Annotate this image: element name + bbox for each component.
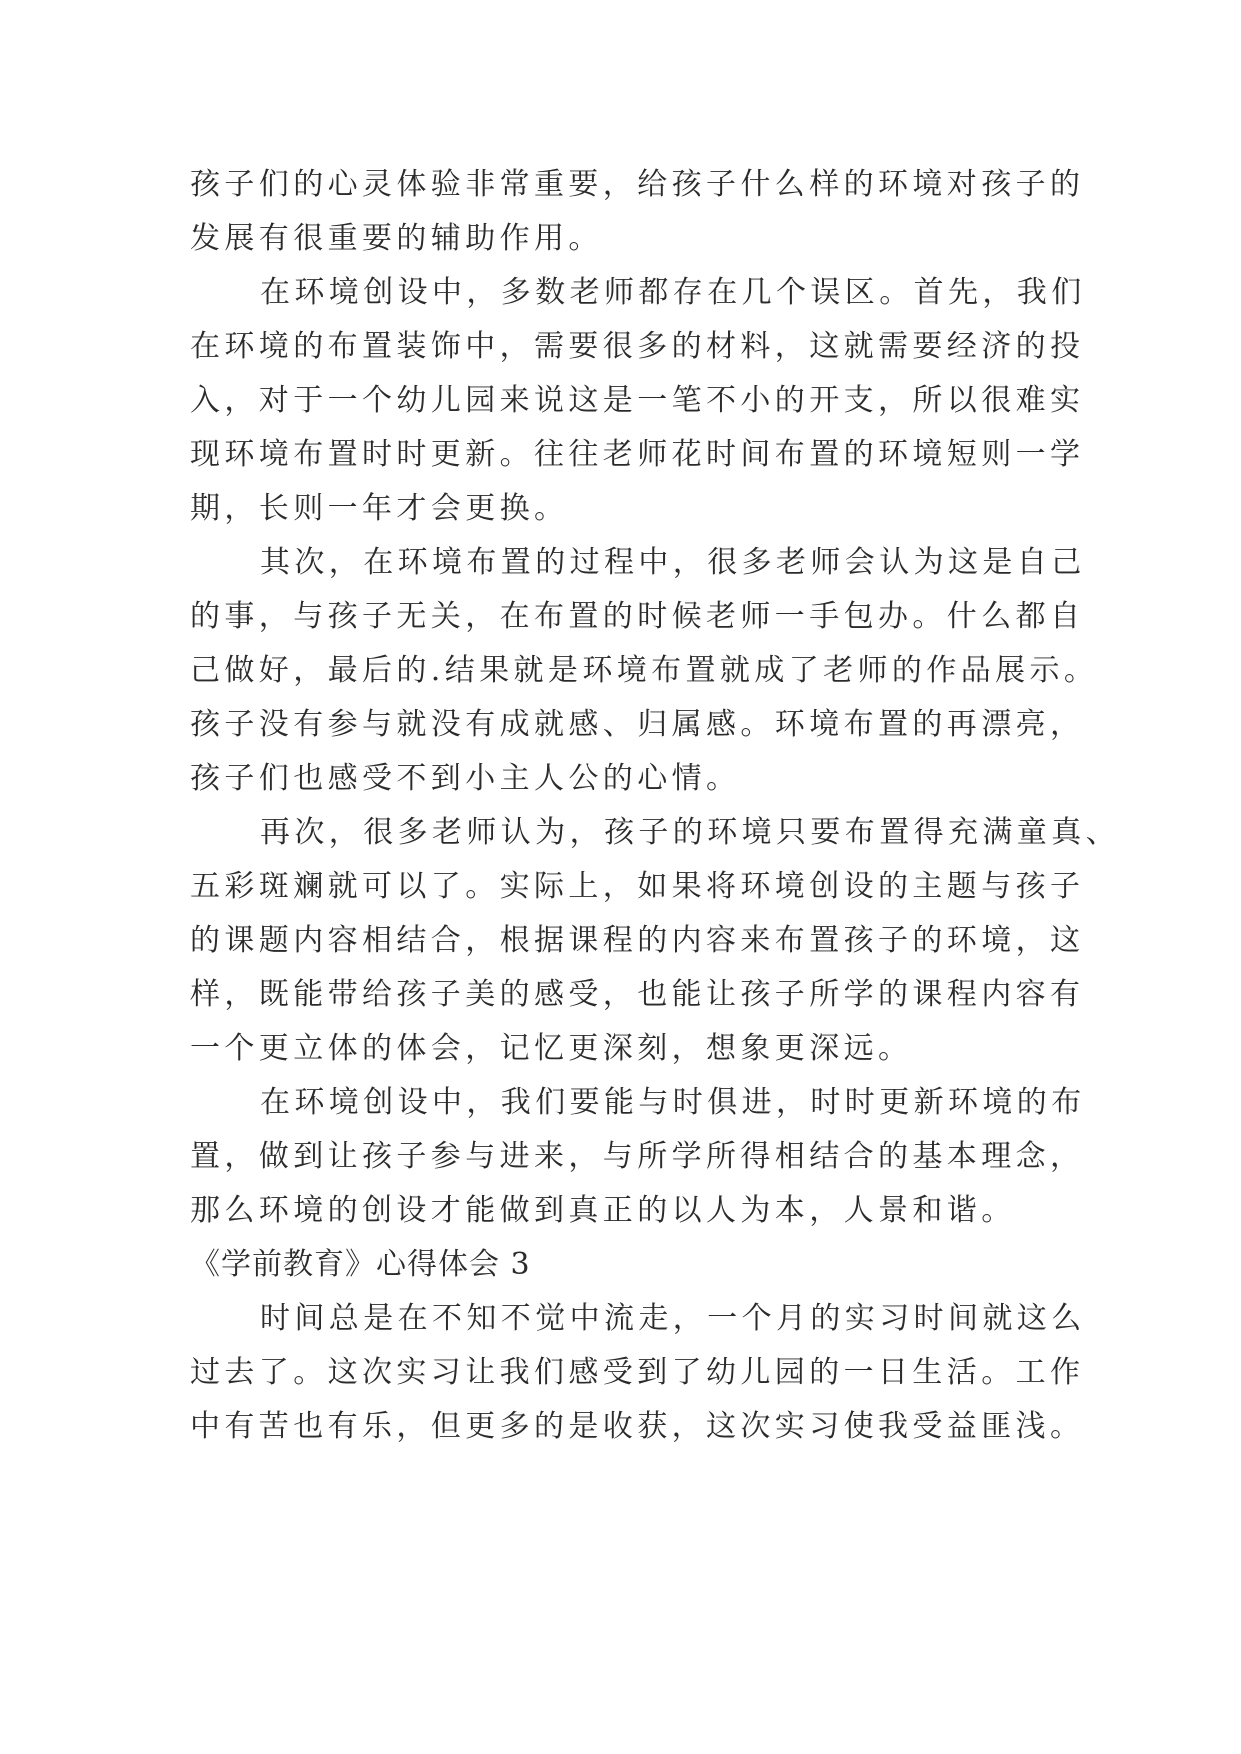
paragraph-line: 五彩斑斓就可以了。实际上，如果将环境创设的主题与孩子 (190, 869, 1085, 904)
paragraph-line: 那么环境的创设才能做到真正的以人为本，人景和谐。 (190, 1193, 1016, 1228)
paragraph-line: 孩子没有参与就没有成就感、归属感。环境布置的再漂亮， (190, 707, 1085, 742)
paragraph-line: 中有苦也有乐，但更多的是收获，这次实习使我受益匪浅。 (190, 1409, 1085, 1444)
paragraph-line: 现环境布置时时更新。往往老师花时间布置的环境短则一学 (190, 437, 1085, 472)
paragraph-line: 发展有很重要的辅助作用。 (190, 221, 603, 256)
paragraph-line: 入，对于一个幼儿园来说这是一笔不小的开支，所以很难实 (190, 383, 1085, 418)
paragraph-first-line: 再次，很多老师认为，孩子的环境只要布置得充满童真、 (260, 815, 1120, 850)
document-body (190, 158, 1120, 1454)
paragraph-first-line: 时间总是在不知不觉中流走，一个月的实习时间就这么 (260, 1301, 1086, 1336)
paragraph-first-line: 在环境创设中，我们要能与时俱进，时时更新环境的布 (260, 1085, 1086, 1120)
paragraph-line: 过去了。这次实习让我们感受到了幼儿园的一日生活。工作 (190, 1355, 1085, 1390)
paragraph-line: 在环境的布置装饰中，需要很多的材料，这就需要经济的投 (190, 329, 1085, 364)
paragraph-line: 己做好，最后的.结果就是环境布置就成了老师的作品展示。 (190, 653, 1099, 688)
paragraph-line: 的课题内容相结合，根据课程的内容来布置孩子的环境，这 (190, 923, 1085, 958)
paragraph-line: 期，长则一年才会更换。 (190, 491, 569, 526)
paragraph-line: 孩子们的心灵体验非常重要，给孩子什么样的环境对孩子的 (190, 167, 1085, 202)
paragraph-line: 的事，与孩子无关，在布置的时候老师一手包办。什么都自 (190, 599, 1085, 634)
paragraph-line: 样，既能带给孩子美的感受，也能让孩子所学的课程内容有 (190, 977, 1085, 1012)
paragraph-first-line: 在环境创设中，多数老师都存在几个误区。首先，我们 (260, 275, 1086, 310)
section-heading: 《学前教育》心得体会 3 (190, 1247, 531, 1282)
paragraph-line: 孩子们也感受不到小主人公的心情。 (190, 761, 741, 796)
paragraph-line: 一个更立体的体会，记忆更深刻，想象更深远。 (190, 1031, 913, 1066)
paragraph-first-line: 其次，在环境布置的过程中，很多老师会认为这是自己 (260, 545, 1086, 580)
paragraph-line: 置，做到让孩子参与进来，与所学所得相结合的基本理念， (190, 1139, 1085, 1174)
